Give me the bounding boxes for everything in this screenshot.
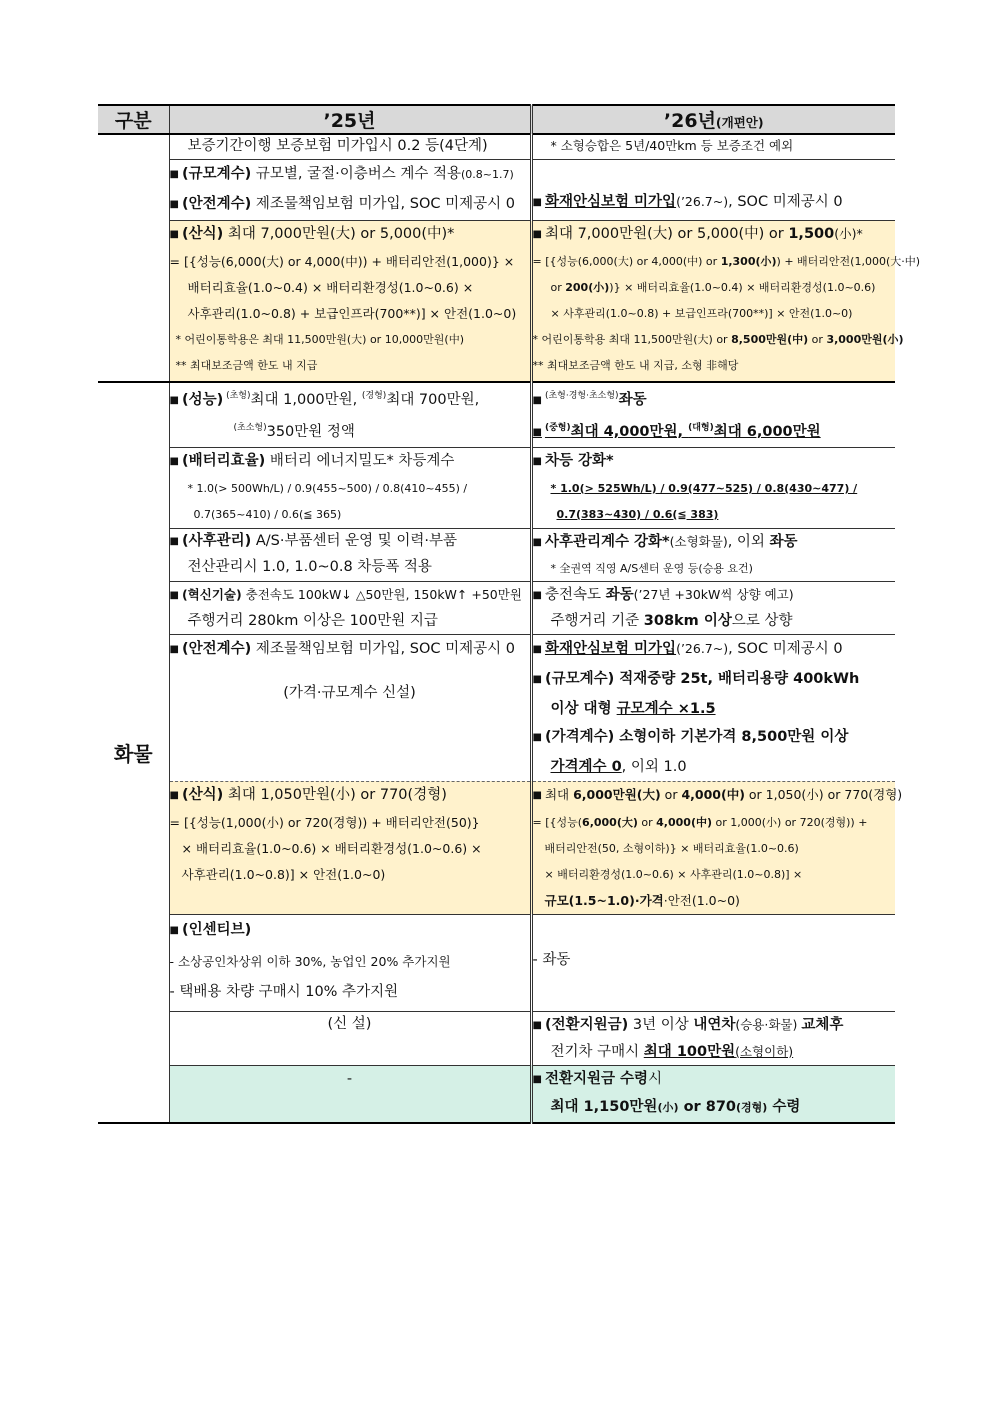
- row0-2025: 보증기간이행 보증보험 미가입시 0.2 등(4단계): [187, 138, 488, 154]
- category-cell-cargo: 화물: [98, 382, 169, 1123]
- table-row: [98, 134, 895, 160]
- table-row: ■ (혁신기술) 충전속도 100kW↓ △50만원, 150kW↑ +50만원 주행거리 280km 이상은 100만원 지급 ■ 충전속도 좌동(’27년 +30kW씩 상향 예고) 주행거리 기준 308km 이상으로 상향: [98, 581, 895, 634]
- header-category: 구분: [98, 105, 169, 134]
- table-header-row: [98, 105, 895, 134]
- table-row: 화물 ■ (성능) $^{(초형)}$최대 1,000만원, $^{(경형)}$최대 700만원, $^{(초소형)}$350만원 정액 ■ $^{(초형\cdot 경형\cdot 초소형)}$좌동 ■ $^{(중형)}$최대 4,000만원, $^{(대형)}$최대 6,000만원: [98, 382, 895, 447]
- table-row: ■ (배터리효율) 배터리 에너지밀도* 차등계수 * 1.0(> 500Wh/L) / 0.9(455~500) / 0.8(410~455) / 0.7(365~410) / 0.6(≦ 365) ■ 차등 강화* * 1.0(> 525Wh/L) / 0.9(477~525) / 0.8(430~477) / 0.7(383~430) / 0.6(≦ 383): [98, 447, 895, 528]
- table-row: ■ (산식) 최대 1,050만원(小) or 770(경형) = [{성능(1,000(小) or 720(경형)) + 배터리안전(50)} × 배터리효율(1.0~0.6) × 배터리환경성(1.0~0.6) × 사후관리(1.0~0.8)] × 안전(1.0~0) ■ 최대 6,000만원(大) or 4,000(中) or 1,050(小) or 770(경형) = [{성능(6,000(大) or 4,000(中) or 1,000(小) or 720(경형)) + 배터리안전(50, 소형이하)} × 배터리효율(1.0~0.6) × 배터리환경성(1.0~0.6) × 사후관리(1.0~0.8)] × 규모(1.5~1.0)·가격·안전(1.0~0): [98, 781, 895, 914]
- table-row: (신 설) ■ (전환지원금) 3년 이상 내연차(승용·화물) 교체후 전기차 구매시 최대 100만원(소형이하): [98, 1011, 895, 1065]
- table-row: ■ (안전계수) 제조물책임보험 미가입, SOC 미제공시 0 (가격·규모계수 신설) ■ 화재안심보험 미가입(’26.7~), SOC 미제공시 0 ■ (규모계수) 적재중량 25t, 배터리용량 400kWh 이상 대형 규모계수 ×1.5 ■ (가격계수) 소형이하 기본가격 8,500만원 이상 가격계수 0, 이외 1.0: [98, 634, 895, 781]
- table-row: ■ (인센티브) - 소상공인차상위 이하 30%, 농업인 20% 추가지원 - 택배용 차량 구매시 10% 추가지원 - 좌동: [98, 914, 895, 1011]
- header-2025: ’25년: [169, 105, 531, 134]
- table-row: - ■ 전환지원금 수령시 최대 1,150만원(小) or 870(경형) 수령: [98, 1065, 895, 1123]
- table-row: ■ (사후관리) A/S·부품센터 운영 및 이력·부품 전산관리시 1.0, 1.0~0.8 차등폭 적용 ■ 사후관리계수 강화*(소형화물), 이외 좌동 * 全권역 직영 A/S센터 운영 등(승용 요건): [98, 528, 895, 581]
- row0-2026: * 소형승합은 5년/40만km 등 보증조건 예외: [550, 138, 794, 153]
- category-cell-bus: [98, 134, 169, 382]
- table-row: ■ (산식) 최대 7,000만원(大) or 5,000(中)* = [{성능(6,000(大) or 4,000(中)) + 배터리안전(1,000)} × 배터리효율(1.0~0.4) × 배터리환경성(1.0~0.6) × 사후관리(1.0~0.8) + 보급인프라(700**)] × 안전(1.0~0) * 어린이통학용은 최대 11,500만원(大) or 10,000만원(中) ** 최대보조금액 한도 내 지급 ■ 최대 7,000만원(大) or 5,000(中) or 1,500(小)* = [{성능(6,000(大) or 4,000(中) or 1,300(小)) + 배터리안전(1,000(大·中) or 200(小))} × 배터리효율(1.0~0.4) × 배터리환경성(1.0~0.6) × 사후관리(1.0~0.8) + 보급인프라(700**)] × 안전(1.0~0) * 어린이통학용 최대 11,500만원(大) or 8,500만원(中) or 3,000만원(小) ** 최대보조금액 한도 내 지급, 소형 非해당: [98, 221, 895, 383]
- comparison-table: [98, 104, 921, 1124]
- header-2026: ’26년(개편안): [531, 105, 895, 134]
- table-row: ■ (규모계수) 규모별, 굴절·이층버스 계수 적용(0.8~1.7) ■ (안전계수) 제조물책임보험 미가입, SOC 미제공시 0 ■ 화재안심보험 미가입(’26.7~), SOC 미제공시 0: [98, 160, 895, 221]
